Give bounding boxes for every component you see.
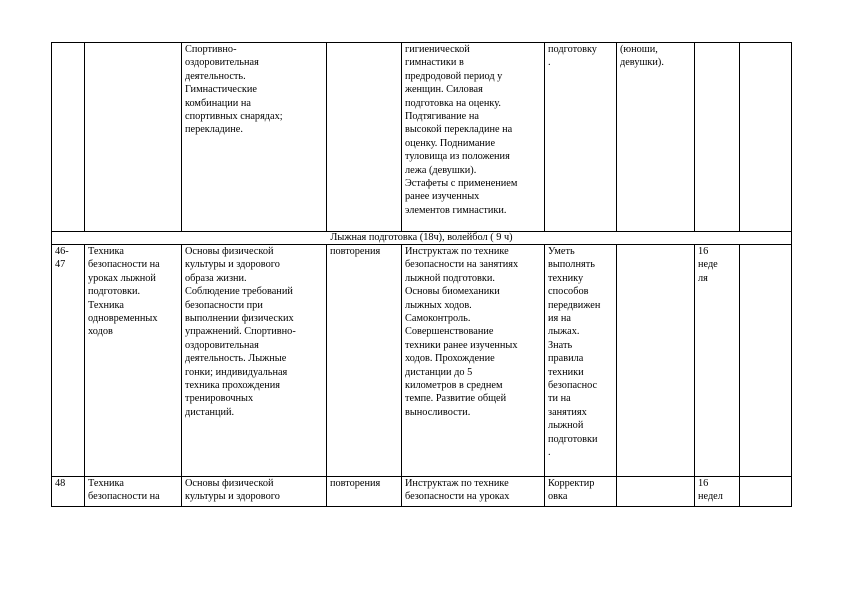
content-element-cell: Основы физической культуры и здорового образа жизни. Соблюдение требований безопасности при выполнении физических упражнений. Спортивно- оздоровительная деятельность. Лыжные гонки; индивидуальная техника прохождения тренировочных дистанций. [182,245,327,477]
lesson-number-cell [52,43,85,232]
control-type-cell [617,477,695,507]
table-row [52,477,792,507]
section-header-row [52,232,792,245]
lesson-plan-table [51,42,792,507]
section-title: Лыжная подготовка (18ч), волейбол ( 9 ч) [52,232,792,245]
control-type-cell: (юноши, девушки). [617,43,695,232]
lesson-topic-cell [85,43,182,232]
lesson-type-cell: повторения [327,245,402,477]
requirements-cell: Корректир овка [545,477,617,507]
lesson-topic-cell: Техника безопасности на уроках лыжной подготовки. Техника одновременных ходов [85,245,182,477]
lesson-topic-cell: Техника безопасности на [85,477,182,507]
table-row [52,43,792,232]
content-element-cell: Спортивно- оздоровительная деятельность. Гимнастические комбинации на спортивных снарядах; перекладине. [182,43,327,232]
requirements-cell: Уметь выполнять технику способов передвижен ия на лыжах. Знать правила техники безопаснос ти на занятиях лыжной подготовки . [545,245,617,477]
lesson-type-cell [327,43,402,232]
requirements-cell: подготовку . [545,43,617,232]
table-row [52,245,792,477]
date-fact-cell [740,43,792,232]
lesson-content-cell: гигиенической гимнастики в предродовой период у женщин. Силовая подготовка на оценку. Подтягивание на высокой перекладине на оценку. Поднимание туловища из положения лежа (девушки). Эстафеты с применением ранее изученных элементов гимнастики. [402,43,545,232]
lesson-number-cell: 48 [52,477,85,507]
control-type-cell [617,245,695,477]
content-element-cell: Основы физической культуры и здорового [182,477,327,507]
date-plan-cell [695,43,740,232]
date-plan-cell: 16 недел [695,477,740,507]
date-fact-cell [740,477,792,507]
lesson-number-cell: 46- 47 [52,245,85,477]
lesson-content-cell: Инструктаж по технике безопасности на занятиях лыжной подготовки. Основы биомеханики лыжных ходов. Самоконтроль. Совершенствование техники ранее изученных ходов. Прохождение дистанции до 5 километров в среднем темпе. Развитие общей выносливости. [402,245,545,477]
date-fact-cell [740,245,792,477]
date-plan-cell: 16 неде ля [695,245,740,477]
lesson-content-cell: Инструктаж по технике безопасности на уроках [402,477,545,507]
lesson-type-cell: повторения [327,477,402,507]
